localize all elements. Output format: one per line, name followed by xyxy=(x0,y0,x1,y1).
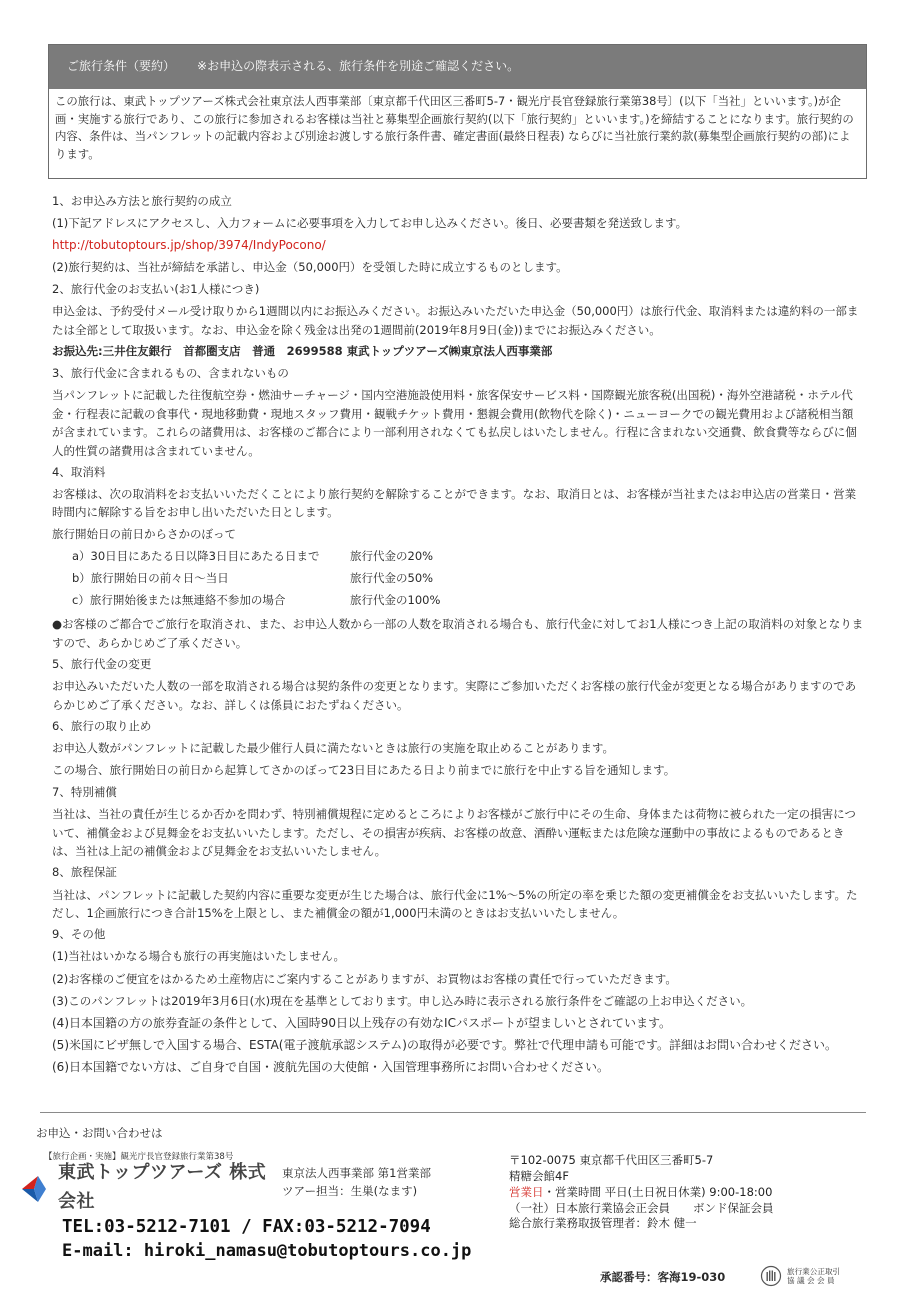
other-item: (4)日本国籍の方の旅券査証の条件として、入国時90日以上残存の有効なICパスポートが望ましいとされています。 xyxy=(52,1015,671,1030)
cancel-fee-row xyxy=(52,591,864,613)
business-hours xyxy=(509,1185,774,1201)
bank-account: お振込先:三井住友銀行 首都圏支店 普通 2699588 東武トップツアーズ㈱東京法人西事業部 xyxy=(52,344,553,359)
contact-heading: お申込・お問い合わせは xyxy=(36,1126,163,1140)
department-info xyxy=(282,1165,431,1201)
email-address[interactable]: E-mail: hiroki_namasu@tobutoptours.co.jp xyxy=(62,1241,472,1261)
summary-box xyxy=(48,44,867,179)
business-days-label: 営業日 xyxy=(509,1184,544,1199)
summary-body xyxy=(49,89,866,178)
cancel-fee: 旅行代金の20% xyxy=(350,548,434,563)
other-item: (6)日本国籍でない方は、ご自身で自国・渡航先国の大使館・入国管理事務所にお問い合わせください。 xyxy=(52,1059,610,1074)
s3-paragraph-1: 当パンフレットに記載した往復航空券・燃油サーチャージ・国内空港施設使用料・旅客保安サービス料・国際観光旅客税(出国税)・海外空港諸税・ホテル代金・行程表に記載の食事代・現地移動費・現地スタッフ費用・観戦チケット費用・懇親会費用(飲物代を除く)・ニューヨークでの観光費用および諸税相当額が含まれています。これらの諸費用は、お客様のご都合により一部利用されなくても払戻しはいたしません。行程に含まれない交通費、飲食費等ならびに個人的性質の諸費用は含まれていません。 xyxy=(52,388,857,458)
section-title-2: 2、旅行代金のお支払い(お1人様につき) xyxy=(52,282,260,297)
s4-paragraph-1: お客様は、次の取消料をお支払いいただくことにより旅行契約を解除することができます。なお、取消日とは、お客様が当社またはお申込店の営業日・営業時間内に解除する旨をお申し出いただいた日とします。 xyxy=(52,487,857,520)
other-item: (2)お客様のご便宜をはかるため土産物店にご案内することがありますが、お買物はお客様の責任で行っていただきます。 xyxy=(52,971,677,986)
terms-section xyxy=(52,192,864,1080)
fair-trade-council-line-1: 旅行業公正取引 xyxy=(787,1266,841,1276)
cancel-fee: 旅行代金の50% xyxy=(350,571,434,586)
s8-paragraph-1: 当社は、パンフレットに記載した契約内容に重要な変更が生じた場合は、旅行代金に1%～5%の所定の率を乗じた額の変更補償金をお支払いいたします。ただし、1企画旅行につき合計15%を上限とし、また補償金の額が1,000円未満のときはお支払いいたしません。 xyxy=(52,887,858,920)
fair-trade-council-badge xyxy=(760,1265,840,1287)
s6-paragraph-1: お申込人数がパンフレットに記載した最少催行人員に満たないときは旅行の実施を取止めることがあります。 xyxy=(52,741,614,755)
cancel-fee-table xyxy=(52,547,864,613)
s1-paragraph-2: (2)旅行契約は、当社が締結を承諾し、申込金（50,000円）を受領した時に成立するものとします。 xyxy=(52,260,568,275)
fair-trade-council-text xyxy=(787,1267,840,1286)
section-title-1: 1、お申込み方法と旅行契約の成立 xyxy=(52,194,232,208)
tour-contact-person: ツアー担当：生巣(なます) xyxy=(282,1183,418,1198)
section-title-4: 4、取消料 xyxy=(52,465,106,479)
address-line-1: 〒102-0075 東京都千代田区三番町5-7 xyxy=(509,1153,714,1167)
department-name: 東京法人西事業部 第1営業部 xyxy=(282,1166,431,1180)
s1-paragraph-1: (1)下記アドレスにアクセスし、入力フォームに必要事項を入力してお申し込みください。後日、必要書類を発送致します。 xyxy=(52,216,688,231)
summary-text: この旅行は、東武トップツアーズ株式会社東京法人西事業部〔東京都千代田区三番町5-7・観光庁長官登録旅行業第38号〕(以下「当社」といいます。)が企画・実施する旅行であり、この旅行に参加されるお客様は当社と募集型企画旅行契約(以下「旅行契約」といいます。)を締結することになります。旅行契約の内容、条件は、当パンフレットの記載内容および別途お渡しする旅行条件書、確定書面(最終日程表) ならびに当社旅行業約款(募集型企画旅行契約の部)によります。 xyxy=(55,94,854,162)
s4-paragraph-2: 旅行開始日の前日からさかのぼって xyxy=(52,526,236,541)
section-title-3: 3、旅行代金に含まれるもの、含まれないもの xyxy=(52,366,289,381)
cancel-fee: 旅行代金の100% xyxy=(350,593,441,608)
section-title-6: 6、旅行の取り止め xyxy=(52,718,152,733)
company-address xyxy=(509,1153,774,1232)
section-title-5: 5、旅行代金の変更 xyxy=(52,657,152,672)
s4-paragraph-3: ●お客様のご都合でご旅行を取消され、また、お申込人数から一部の人数を取消される場合も、旅行代金に対してお1人様につき上記の取消料の対象となりますので、あらかじめご了承ください。 xyxy=(52,617,864,650)
organizer-note: 【旅行企画・実施】観光庁長官登録旅行業第38号 xyxy=(44,1152,234,1162)
address-line-2: 精糖会館4F xyxy=(509,1168,569,1183)
section-title-7: 7、特別補償 xyxy=(52,785,117,800)
summary-header xyxy=(49,45,866,89)
company-logo-text: 東武トップツアーズ 株式会社 xyxy=(58,1162,267,1212)
divider xyxy=(40,1112,866,1113)
association-membership: （一社）日本旅行業協会正会員 ボンド保証会員 xyxy=(509,1200,774,1215)
section-title-8: 8、旅程保証 xyxy=(52,865,117,880)
summary-title: ご旅行条件（要約） xyxy=(67,59,176,73)
company-logo xyxy=(20,1162,278,1212)
company-logo-mark-icon xyxy=(20,1172,52,1204)
s7-paragraph-1: 当社は、当社の責任が生じるか否かを問わず、特別補償規程に定めるところによりお客様がご旅行中にその生命、身体または荷物に被られた一定の損害について、補償金および見舞金をお支払いいたします。ただし、その損害が疾病、お客様の故意、酒酔い運転または危険な運動中の事故によるものであるときは、当社は上記の補償金および見舞金をお支払いいたしません。 xyxy=(52,807,856,859)
other-item: (5)米国にビザ無しで入国する場合、ESTA(電子渡航承認システム)の取得が必要です。弊社で代理申請も可能です。詳細はお問い合わせください。 xyxy=(52,1037,838,1052)
application-link[interactable]: http://tobutoptours.jp/shop/3974/IndyPocono/ xyxy=(52,238,326,253)
business-hours-text: ・営業時間 平日(土日祝日休業) 9:00-18:00 xyxy=(543,1184,773,1199)
fair-trade-council-line-2: 協 議 会 会 員 xyxy=(787,1276,835,1285)
other-item: (3)このパンフレットは2019年3月6日(水)現在を基準としております。申し込み時に表示される旅行条件をご確認の上お申込ください。 xyxy=(52,993,753,1008)
cancel-condition: b）旅行開始日の前々日～当日 xyxy=(72,571,229,586)
cancel-condition: a）30日目にあたる日以降3日目にあたる日まで xyxy=(72,548,320,563)
section-title-9: 9、その他 xyxy=(52,927,106,942)
cancel-condition: c）旅行開始後または無連絡不参加の場合 xyxy=(72,593,286,608)
other-item: (1)当社はいかなる場合も旅行の再実施はいたしません。 xyxy=(52,949,345,964)
s5-paragraph-1: お申込みいただいた人数の一部を取消される場合は契約条件の変更となります。実際にご参加いただくお客様の旅行代金が変更となる場合がありますのであらかじめご了承ください。なお、詳しくは係員におたずねください。 xyxy=(52,679,857,712)
s2-paragraph-1: 申込金は、予約受付メール受け取りから1週間以内にお振込みください。お振込みいただいた申込金（50,000円）は旅行代金、取消料または違約料の一部または全部として取扱います。なお、申込金を除く残金は出発の1週間前(2019年8月9日(金))までにお振込みください。 xyxy=(52,304,859,337)
fair-trade-council-icon xyxy=(760,1265,782,1287)
travel-manager: 総合旅行業務取扱管理者：鈴木 健一 xyxy=(509,1216,697,1231)
approval-number: 承認番号：客海19-030 xyxy=(600,1270,726,1284)
phone-fax: TEL:03-5212-7101 / FAX:03-5212-7094 xyxy=(62,1217,431,1237)
s6-paragraph-2: この場合、旅行開始日の前日から起算してさかのぼって23日目にあたる日より前までに旅行を中止する旨を通知します。 xyxy=(52,763,676,778)
summary-note: ※お申込の際表示される、旅行条件を別途ご確認ください。 xyxy=(197,59,520,73)
cancel-fee-row xyxy=(52,569,864,591)
cancel-fee-row xyxy=(52,547,864,569)
